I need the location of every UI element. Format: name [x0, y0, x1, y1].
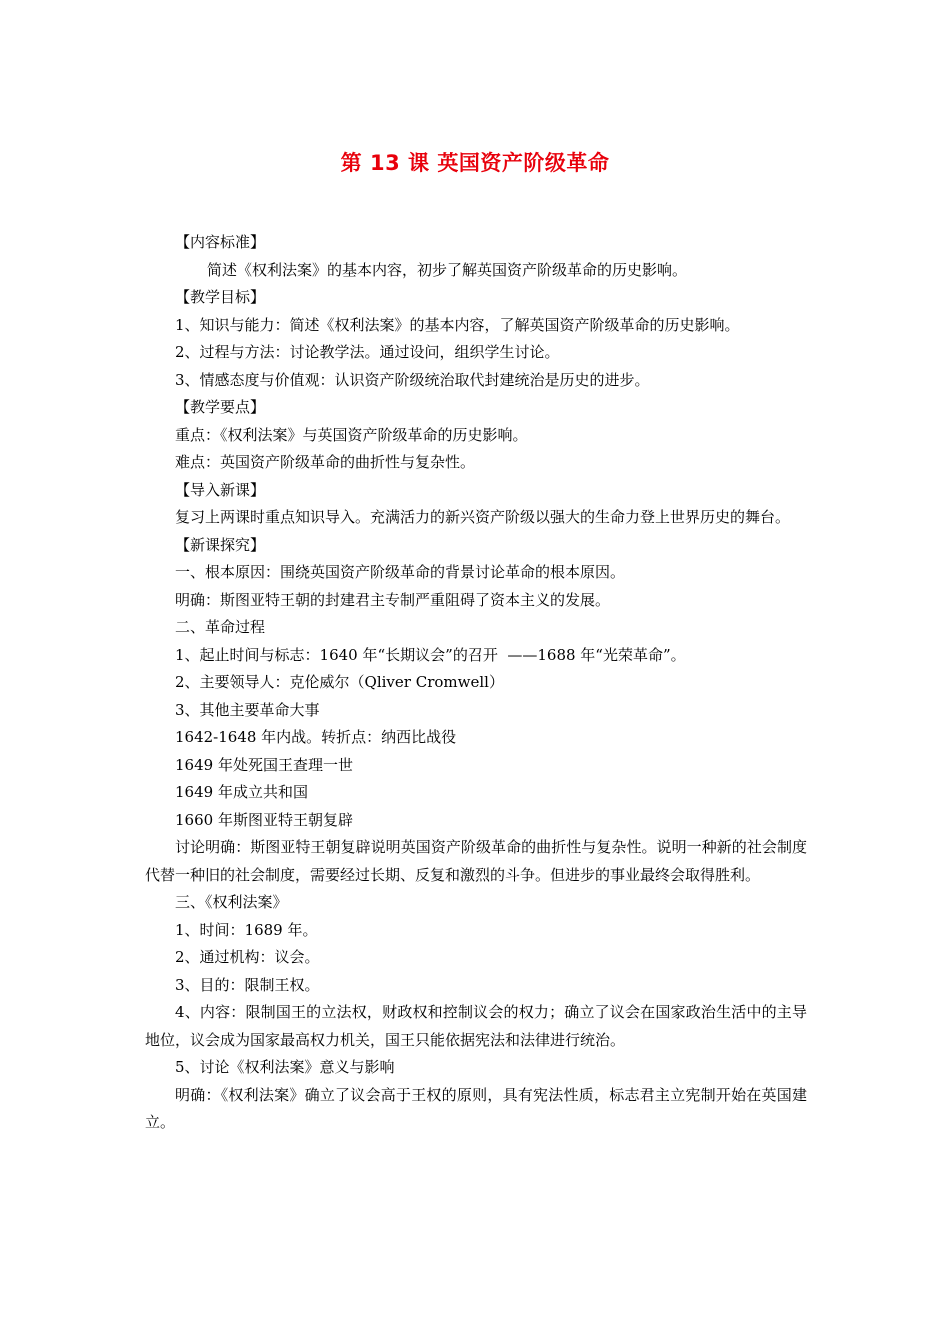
- goal-values: 3、情感态度与价值观：认识资产阶级统治取代封建统治是历史的进步。: [175, 370, 650, 389]
- event-civil-war: 1642-1648 年内战。转折点：纳西比战役: [175, 728, 457, 746]
- bill-time: 1、时间：1689 年。: [175, 920, 318, 939]
- section-heading-content-standard: 【内容标准】: [175, 233, 266, 251]
- bill-purpose: 3、目的：限制王权。: [175, 975, 320, 994]
- section-heading-introduction: 【导入新课】: [175, 480, 266, 499]
- discussion-paragraph: 讨论明确：斯图亚特王朝复辟说明英国资产阶级革命的曲折性与复杂性。说明一种新的社会制度代替一种旧的社会制度，需要经过长期、反复和激烈的斗争。但进步的事业最终会取得胜利。: [145, 838, 807, 884]
- bill-significance-heading: 5、讨论《权利法案》意义与影响: [175, 1058, 395, 1076]
- introduction-paragraph: 复习上两课时重点知识导入。充满活力的新兴资产阶级以强大的生命力登上世界历史的舞台。: [175, 508, 791, 526]
- goal-process: 2、过程与方法：讨论教学法。通过设问，组织学生讨论。: [175, 343, 560, 361]
- root-cause-heading: 一、根本原因：围绕英国资产阶级革命的背景讨论革命的根本原因。: [175, 563, 626, 581]
- bill-significance-paragraph: 明确：《权利法案》确立了议会高于王权的原则，具有宪法性质，标志君主立宪制开始在英国建立。: [145, 1085, 807, 1131]
- process-leader: 2、主要领导人：克伦威尔（Qliver Cromwell）: [175, 673, 504, 691]
- difficult-point: 难点：英国资产阶级革命的曲折性与复杂性。: [175, 453, 476, 471]
- event-execution: 1649 年处死国王查理一世: [175, 755, 353, 774]
- process-events-heading: 3、其他主要革命大事: [175, 700, 320, 719]
- goal-knowledge: 1、知识与能力：简述《权利法案》的基本内容，了解英国资产阶级革命的历史影响。: [175, 315, 740, 334]
- event-restoration: 1660 年斯图亚特王朝复辟: [175, 810, 353, 829]
- bill-of-rights-heading: 三、《权利法案》: [175, 893, 288, 911]
- event-republic: 1649 年成立共和国: [175, 783, 308, 801]
- key-point: 重点：《权利法案》与英国资产阶级革命的历史影响。: [175, 425, 528, 444]
- lesson-title: 第 13 课 英国资产阶级革命: [340, 151, 610, 175]
- revolution-process-heading: 二、革命过程: [175, 618, 266, 636]
- bill-body: 2、通过机构：议会。: [175, 948, 320, 966]
- process-timeline: 1、起止时间与标志：1640 年“长期议会”的召开 ——1688 年“光荣革命”。: [175, 645, 686, 664]
- lesson-body: [145, 229, 807, 1137]
- root-cause-answer: 明确：斯图亚特王朝的封建君主专制严重阻碍了资本主义的发展。: [175, 590, 611, 609]
- bill-content-paragraph: 4、内容：限制国王的立法权，财政权和控制议会的权力；确立了议会在国家政治生活中的主导地位，议会成为国家最高权力机关，国王只能依据宪法和法律进行统治。: [145, 1003, 807, 1049]
- section-heading-new-lesson: 【新课探究】: [175, 535, 266, 554]
- section-heading-teaching-points: 【教学要点】: [175, 398, 266, 416]
- content-standard-text: 简述《权利法案》的基本内容，初步了解英国资产阶级革命的历史影响。: [207, 260, 688, 279]
- section-heading-teaching-goals: 【教学目标】: [175, 288, 266, 306]
